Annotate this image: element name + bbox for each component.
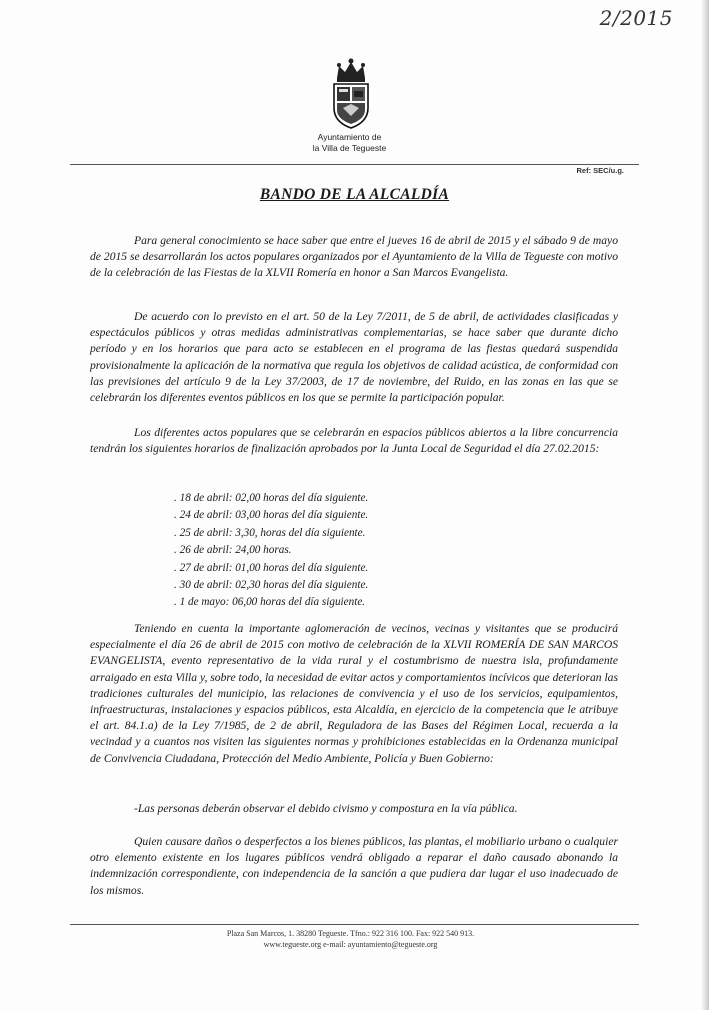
paragraph-text: Para general conocimiento se hace saber que entre el jueves 16 de abril de 2015 y el sábado 9 de mayo de 2015 se desarrollarán los actos populares organizados por el Ayuntamiento de la Villa de Tegueste con motivo de la celebración de las Fiestas de la XLVII Romería en honor a San Marcos Evangelista. <box>90 234 618 280</box>
schedule-item: . 27 de abril: 01,00 horas del día siguiente. <box>174 561 369 574</box>
document-title: BANDO DE LA ALCALDÍA <box>259 186 450 203</box>
schedule-item: . 18 de abril: 02,00 horas del día siguiente. <box>174 492 369 504</box>
organization-name-line1: Ayuntamiento de <box>317 132 382 142</box>
schedule-list <box>174 490 368 612</box>
schedule-item: . 24 de abril: 03,00 horas del día siguiente. <box>174 509 369 522</box>
paragraph-schedule-intro <box>90 425 618 457</box>
scan-edge-shadow <box>701 0 709 1010</box>
footer-address: Plaza San Marcos, 1. 38280 Tegueste. Tfno.: 922 316 100. Fax: 922 540 913. <box>226 929 475 938</box>
organization-name-line2: la Villa de Tegueste <box>312 143 387 153</box>
paragraph-text: Quien causare daños o desperfectos a los bienes públicos, las plantas, el mobiliario urbano o cualquier otro elemento existente en los lugares públicos vendrá obligado a reparar el daño causado abonando la indemnización correspondiente, con independencia de la sanción a que pudiera dar lugar el uso inadecuado de los mismos. <box>90 835 618 897</box>
schedule-item: . 25 de abril: 3,30, horas del día siguiente. <box>174 526 366 539</box>
paragraph-text: -Las personas deberán observar el debido civismo y compostura en la vía pública. <box>134 802 518 815</box>
schedule-item: . 26 de abril: 24,00 horas. <box>174 544 292 557</box>
coat-of-arms-icon <box>329 56 373 130</box>
footer-web-email: www.tegueste.org e-mail: ayuntamiento@tegueste.org <box>263 940 438 949</box>
schedule-item: . 30 de abril: 02,30 horas del día siguiente. <box>174 579 369 592</box>
header-divider <box>70 164 639 165</box>
paragraph-text: Los diferentes actos populares que se celebrarán en espacios públicos abiertos a la libre concurrencia tendrán los siguientes horarios de finalización aprobados por la Junta Local de Seguridad el día 27.02.2015: <box>90 426 618 456</box>
paragraph-rule-civism <box>90 801 618 817</box>
paragraph-text: Teniendo en cuenta la importante aglomeración de vecinos, vecinas y visitantes que se producirá especialmente el día 26 de abril de 2015 con motivo de celebración de la XLVII ROMERÍA DE SAN MARCOS EVANGELISTA, evento representativo de la vida rural y el costumbrismo de nuestra isla, profundamente arraigado en esta Villa y, sobre todo, la necesidad de evitar actos y comportamientos incívicos que deterioran las tradiciones culturales del municipio, las relaciones de convivencia y el uso de los servicios, equipamientos, infraestructuras, instalaciones y espacios públicos, esta Alcaldía, en ejercicio de la competencia que le atribuye el art. 84.1.a) de la Ley 7/1985, de 2 de abril, Reguladora de las Bases del Régimen Local, recuerda a la vecindad y a cuantos nos visiten las siguientes normas y prohibiciones establecidas en la Ordenanza municipal de Convivencia Ciudadana, Protección del Medio Ambiente, Policía y Buen Gobierno: <box>90 622 618 765</box>
paragraph-text: De acuerdo con lo previsto en el art. 50 de la Ley 7/2011, de 5 de abril, de actividades clasificadas y espectáculos públicos y otras medidas administrativas complementarias, se hace saber que durante dicho período y en los horarios que para acto se establecen en el programa de las fiestas quedará suspendida provisionalmente la aplicación de la normativa que regula los objetivos de calidad acústica, de conformidad con las previsiones del artículo 9 de la Ley 37/2003, de 17 de noviembre, del Ruido, en las zonas en las que se celebrarán los diferentes eventos públicos en los que se permite la participación popular. <box>90 310 618 405</box>
paragraph-civic-rules <box>90 621 618 767</box>
paragraph-noise-suspension <box>90 309 618 406</box>
reference-code: Ref: SEC/u.g. <box>576 166 624 175</box>
handwritten-note: 2/2015 <box>599 6 673 30</box>
schedule-item: . 1 de mayo: 06,00 horas del día siguiente. <box>174 596 366 609</box>
paragraph-intro <box>90 233 618 282</box>
paragraph-rule-damages <box>90 834 618 899</box>
footer-divider <box>70 924 639 925</box>
